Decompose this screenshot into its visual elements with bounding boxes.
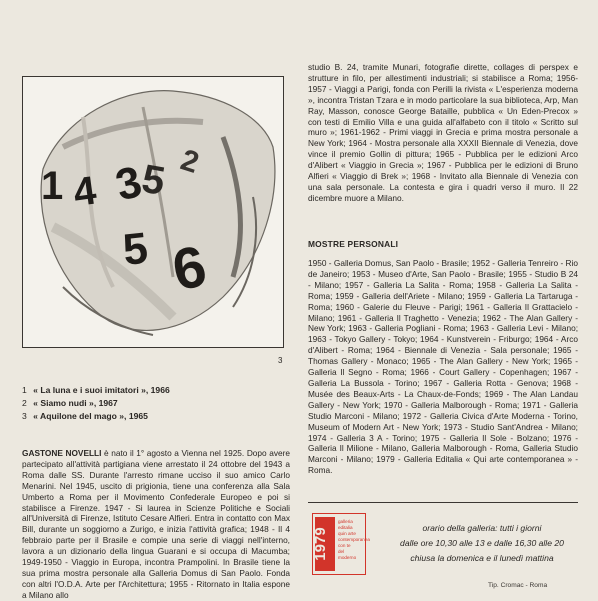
logo-line: contemporanea bbox=[338, 537, 370, 542]
gallery-logo bbox=[312, 513, 370, 575]
logo-line: galleria bbox=[338, 519, 353, 524]
hours-line: chiusa la domenica e il lunedì mattina bbox=[410, 553, 554, 564]
caption-title: « Siamo nudi », 1967 bbox=[33, 398, 118, 408]
caption-1 bbox=[22, 384, 282, 397]
caption-title: « Aquilone del mago », 1965 bbox=[33, 411, 148, 421]
svg-text:5: 5 bbox=[138, 156, 169, 204]
exhibitions-heading: MOSTRE PERSONALI bbox=[308, 239, 399, 249]
hours-line: dalle ore 10,30 alle 13 e dalle 16,30 alle 20 bbox=[400, 538, 564, 549]
caption-number: 2 bbox=[22, 398, 27, 408]
logo-line: con te bbox=[338, 543, 351, 548]
svg-text:2: 2 bbox=[176, 143, 203, 180]
painting-illustration bbox=[23, 77, 283, 347]
svg-text:5: 5 bbox=[120, 223, 151, 275]
svg-text:6: 6 bbox=[166, 233, 212, 304]
logo-line: del bbox=[338, 549, 345, 554]
logo-mark bbox=[312, 513, 370, 575]
caption-2 bbox=[22, 397, 282, 410]
exhibitions-list: 1950 - Galleria Domus, San Paolo - Brasile; 1952 - Galleria Tenreiro - Rio de Janeiro; 1953 - Museo d'Arte, San Paolo - Brasile; 1955 - Studio B 24 - Milano; 1957 - Galleria La Salita - Roma; 1958 - Galleria La Salita - Roma; 1959 - Galleria dell'Ariete - Milano; 1959 - Galleria La Tartaruga - Roma; 1960 - Galerie du Fleuve - Parigi; 1961 - Galleria Il Grattacielo - Milano; 1961 - Galleria Il Traghetto - Venezia; 1962 - The Alan Gallery - New York; 1963 - Galleria Pogliani - Roma; 1963 - Galleria Levi - Milano; 1963 - Tokyo Gallery - Tokyo; 1964 - Kunstverein - Friburgo; 1964 - Arco d'Alibert - Roma; 1964 - Biennale di Venezia - Sala personale; 1965 - Thomas Gallery - Monaco; 1965 - The Alan Gallery - New York; 1965 - Galleria Il Segno - Roma; 1966 - Court Gallery - Copenhagen; 1967 - Galleria La Bussola - Torino; 1967 - Galleria Rotta - Genova; 1968 - Musée des Beaux-Arts - La Chaux-de-Fonds; 1969 - The Alan Landau Gallery - New York; 1970 - Galleria Malborough - Roma; 1971 - Galleria Studio Marconi - Milano; 1972 - Galleria Civica d'Arte Moderna - Torino, Museum of Modern Art - New York; 1973 - Studio Sant'Andrea - Milano; 1974 - Galleria 3 A - Torino; 1975 - Galleria Il Sole - Bolzano; 1976 - Galleria Il Milione - Milano, Galleria Malborough - Roma, Galleria Studio Marconi - Milano; 1979 - Galleria Editalia « Qui arte contemporanea » - Roma. bbox=[308, 258, 578, 476]
svg-text:4: 4 bbox=[70, 168, 99, 216]
caption-3 bbox=[22, 410, 282, 423]
printer-credit: Tip. Cromac - Roma bbox=[488, 582, 548, 589]
divider bbox=[308, 502, 578, 503]
biography bbox=[22, 448, 290, 601]
logo-line: quin arte bbox=[338, 531, 356, 536]
logo-line: moderno bbox=[338, 555, 357, 560]
artist-name: GASTONE NOVELLI bbox=[22, 448, 102, 458]
gallery-hours bbox=[384, 521, 580, 567]
logo-line: editalia bbox=[338, 525, 353, 530]
caption-number: 1 bbox=[22, 385, 27, 395]
svg-text:1: 1 bbox=[41, 164, 64, 208]
hours-line: orario della galleria: tutti i giorni bbox=[422, 523, 542, 533]
artwork-image bbox=[22, 76, 284, 348]
logo-year: 1979 bbox=[312, 527, 329, 561]
svg-text:3: 3 bbox=[110, 156, 147, 211]
captions-list bbox=[22, 384, 282, 423]
figure-number: 3 bbox=[278, 356, 283, 365]
biography-continuation: studio B. 24, tramite Munari, fotografie dirette, collages di perspex e strutture in filo, per allestimenti industriali; si stabilisce a Roma; 1956-1957 - Viaggi a Parigi, fonda con Perilli la rivista « L'esperienza moderna », incontra Tristan Tzara e in modo particolare la sua biblioteca, Arp, Man Ray, Masson, conosce George Bataille, pubblica « Un Eden-Precox » con testi di Emilio Villa e una guida all'alfabeto con il titolo « Scritto sul muro »; 1961-1962 - Primi viaggi in Grecia e prima mostra personale a New York; 1964 - Mostra personale alla XXXII Biennale di Venezia, dove vince il premio Gollin di pittura; 1965 - Pubblica per le edizioni Arco d'Alibert « Viaggio in Grecia »; 1967 - Pubblica per le edizioni di Bruno Alfieri « Viaggio di Brek »; 1968 - Invitato alla Biennale di Venezia con una sala personale. La contesta e gira i quadri verso il muro. Il 22 dicembre muore a Milano. bbox=[308, 62, 578, 203]
caption-title: « La luna e i suoi imitatori », 1966 bbox=[33, 385, 170, 395]
biography-text: è nato il 1° agosto a Vienna nel 1925. Dopo avere partecipato all'attività partigiana viene arrestato il 24 ottobre del 1943 a Roma dalle SS. Durante l'arresto rimane ucciso il suo amico Carlo Menarini. Nel 1945, uscito di prigionia, tiene una conferenza alla Sala Umberto a Roma per il Movimento Confederale Europeo e poi si stabilisce a Firenze. 1947 - Si laurea in Scienze Politiche e Sociali all'Università di Firenze, Istituto Cesare Alfieri. Entra in contatto con Max Bill, durante un soggiorno a Zurigo, e inizia l'attività grafica; 1948 - Il 4 febbraio parte per il Brasile e compie una serie di viaggi nell'interno, lavora a un dizionario della lingua Guarani e si occupa di Macumba; 1949-1950 - Viaggio in Europa, incontra Prampolini. In Brasile tiene la sua prima mostra personale alla Galleria Domus di San Paolo. Fonda con altri l'O.D.A. Arte per l'Architettura; 1955 - Ritornato in Italia espone a Milano allo bbox=[22, 448, 291, 600]
caption-number: 3 bbox=[22, 411, 27, 421]
